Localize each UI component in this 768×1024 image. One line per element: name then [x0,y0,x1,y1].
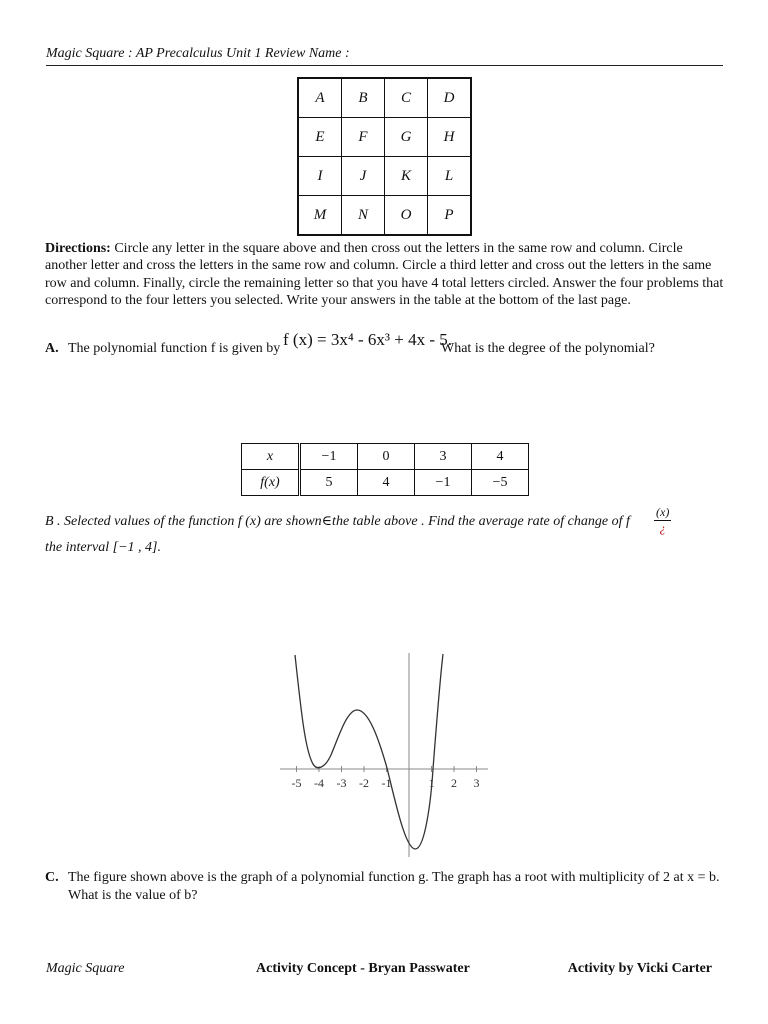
grid-cell-c[interactable]: C [385,78,428,118]
x-tick-label: -5 [291,776,302,790]
grid-cell-p[interactable]: P [428,196,472,236]
fx-value: 4 [358,470,415,496]
question-b-fraction [654,505,671,536]
grid-cell-m[interactable]: M [298,196,342,236]
grid-cell-d[interactable]: D [428,78,472,118]
grid-cell-o[interactable]: O [385,196,428,236]
x-header: x [242,444,300,470]
directions-text: Circle any letter in the square above and then cross out the letters in the same row and column. Circle another letter and cross the letters in the same row and column. Circle a third letter and cross out the letters in the same row and column. Finally, circle the remaining letter so that you have 4 total letters circled. Answer the four problems that correspond to the four letters you selected. Write your answers in the table at the bottom of the last page. [45,241,724,308]
question-a-equation: f (x) = 3x⁴ - 6x³ + 4x - 5. [283,330,453,349]
grid-row [298,78,471,118]
table-row [242,470,529,496]
grid-row [298,157,471,196]
grid-cell-k[interactable]: K [385,157,428,196]
x-value: 3 [415,444,472,470]
footer-right: Activity by Vicki Carter [567,961,712,976]
x-tick-label: -2 [359,776,369,790]
page-header: Magic Square : AP Precalculus Unit 1 Review Name : [46,46,723,66]
grid-cell-g[interactable]: G [385,118,428,157]
x-tick-label: -3 [336,776,347,790]
grid-cell-e[interactable]: E [298,118,342,157]
grid-cell-b[interactable]: B [342,78,385,118]
fraction-numerator: (x) [656,505,670,519]
question-a-label: A. [45,341,59,356]
question-b-line2: the interval [−1 , 4]. [45,540,161,555]
question-c-text: The figure shown above is the graph of a polynomial function g. The graph has a root with multiplicity of 2 at x = b. What is the value of b? [68,870,720,903]
directions-label: Directions: [45,241,111,256]
fraction-denominator: ¿ [659,521,666,535]
fx-value: −1 [415,470,472,496]
question-b-line1: B . Selected values of the function f (x) are shown∈the table above . Find the average rate of change of f [45,514,630,529]
question-a-text-before: The polynomial function f is given by [68,341,281,356]
x-tick-label: -1 [381,776,392,790]
x-tick-label: -4 [314,776,324,790]
grid-cell-i[interactable]: I [298,157,342,196]
question-c-label: C. [45,870,59,885]
grid-cell-l[interactable]: L [428,157,472,196]
x-tick-label: 1 [428,776,435,790]
x-tick-label: 3 [473,776,480,790]
directions-paragraph [45,240,725,309]
grid-cell-a[interactable]: A [298,78,342,118]
fx-value: 5 [300,470,358,496]
polynomial-curve [295,654,443,849]
question-a-text-after: What is the degree of the polynomial? [441,341,655,356]
footer-left: Magic Square [46,961,125,976]
x-value: 4 [472,444,529,470]
footer-center: Activity Concept - Bryan Passwater [256,961,470,976]
values-table [241,443,529,496]
magic-square-grid [297,77,472,236]
grid-cell-h[interactable]: H [428,118,472,157]
table-row [242,444,529,470]
x-value: 0 [358,444,415,470]
x-tick-label: 2 [451,776,457,790]
fx-header: f(x) [242,470,300,496]
grid-cell-n[interactable]: N [342,196,385,236]
grid-row [298,118,471,157]
grid-cell-f[interactable]: F [342,118,385,157]
fx-value: −5 [472,470,529,496]
x-value: −1 [300,444,358,470]
polynomial-graph [275,650,495,860]
grid-cell-j[interactable]: J [342,157,385,196]
grid-row [298,196,471,236]
